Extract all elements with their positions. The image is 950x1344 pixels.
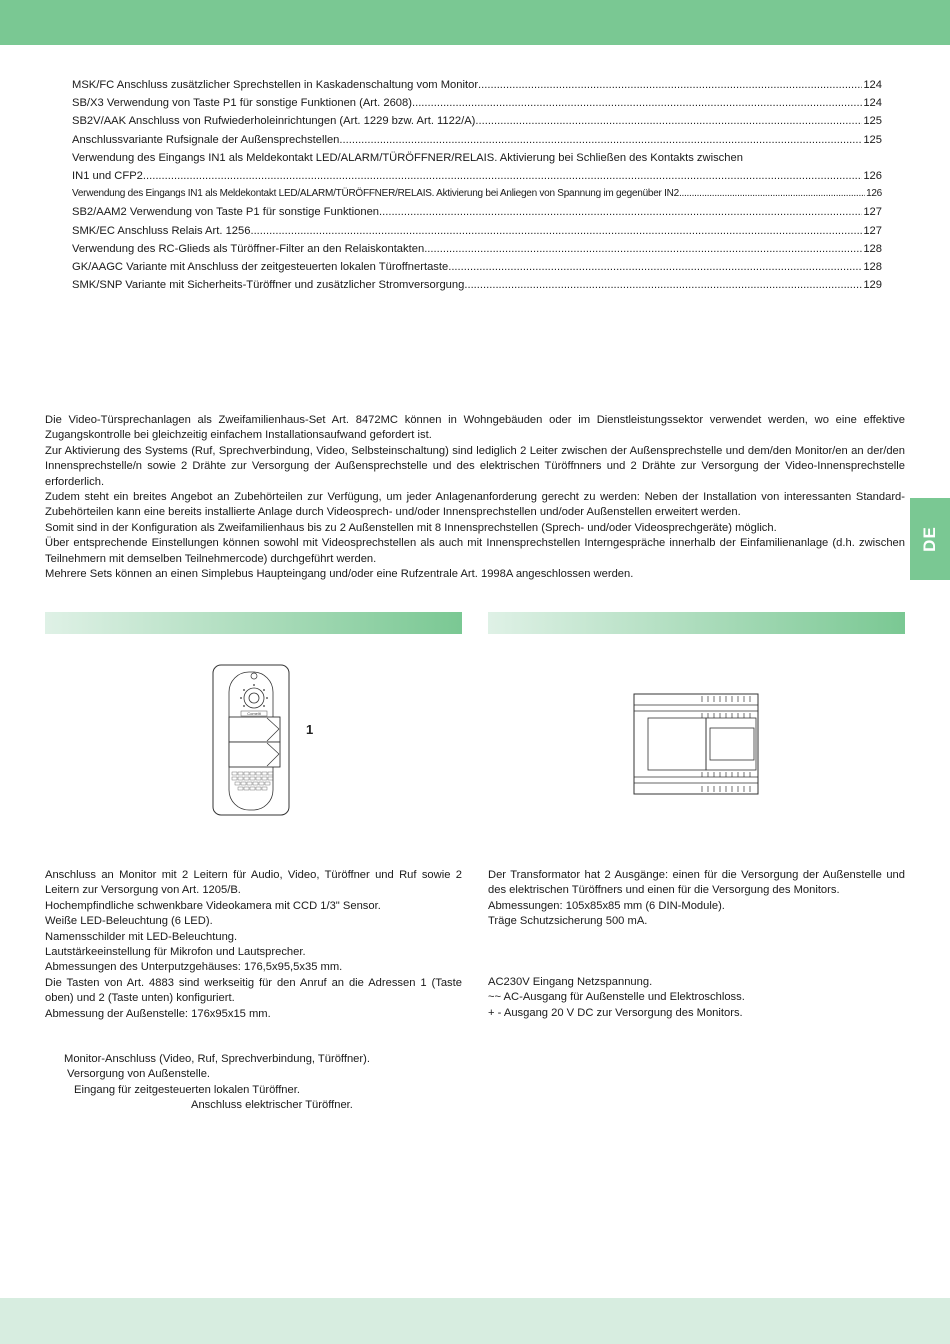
terminal-line: + - Ausgang 20 V DC zur Versorgung des Monitors. (488, 1006, 743, 1019)
panel-brand-label: Comelit (247, 711, 261, 716)
footer-band (0, 1298, 950, 1344)
right-section-header-bar (488, 612, 905, 634)
transformer-description (488, 868, 905, 930)
terminal-line: Monitor-Anschluss (Video, Ruf, Sprechverbindung, Türöffner). (64, 1053, 370, 1065)
toc-entry[interactable]: GK/AAGC Variante mit Anschluss der zeitgesteuerten lokalen Türoffnertaste ..... 128 (72, 261, 882, 279)
description-line: Abmessungen des Unterputzgehäuses: 176,5x95,5x35 mm. (45, 961, 343, 974)
transformer-illustration (632, 692, 760, 796)
toc-entry[interactable]: IN1 und CFP2 ..... 126 (72, 170, 882, 188)
toc-entry[interactable]: SB/X3 Verwendung von Taste P1 für sonstige Funktionen (Art. 2608) ..... 124 (72, 97, 882, 115)
header-band (0, 0, 950, 45)
language-tab[interactable]: DE (910, 498, 950, 580)
terminal-line: Eingang für zeitgesteuerten lokalen Türöffner. (74, 1083, 300, 1096)
outdoor-panel-illustration (205, 662, 325, 820)
intro-paragraph: Zur Aktivierung des Systems (Ruf, Sprechverbindung, Video, Selbsteinschaltung) sind lediglich 2 Leiter zwischen der Außensprechstelle und dem/den Monitor/en an der/den Innensprechstelle/n sowie 2 Drähte zur Versorgung der Außensprechstelle und des elektrischen Türöffnners und 2 Drähte zur Versorgung der Video-Innensprechstelle erforderlich. (45, 444, 905, 488)
description-line: Hochempfindliche schwenkbare Videokamera mit CCD 1/3" Sensor. (45, 899, 381, 912)
description-line: Der Transformator hat 2 Ausgänge: einen für die Versorgung der Außenstelle und des elektrischen Türöffners und einen für die Versorgung des Monitors. (488, 869, 905, 897)
intro-paragraph: Mehrere Sets können an einen Simplebus Haupteingang und/oder eine Rufzentrale Art. 1998A angeschlossen werden. (45, 568, 634, 581)
toc-entry[interactable]: SMK/EC Anschluss Relais Art. 1256 ..... 127 (72, 225, 882, 243)
outdoor-panel-description (45, 868, 462, 1022)
toc-entry[interactable]: Verwendung des RC-Glieds als Türöffner-Filter an den Relaiskontakten ..... 128 (72, 243, 882, 261)
intro-paragraph: Über entsprechende Einstellungen können sowohl mit Videosprechstellen als auch mit Innensprechstellen Interngespräche innerhalb der Einfamilienanlage (d.h. zwischen Teilnehmern mit demselben Teilnehmercode) durchgeführt werden. (45, 537, 905, 565)
terminal-line: AC230V Eingang Netzspannung. (488, 976, 653, 988)
toc-entry[interactable]: SMK/SNP Variante mit Sicherheits-Türöffner und zusätzlicher Stromversorgung ..... 129 (72, 279, 882, 297)
description-line: Weiße LED-Beleuchtung (6 LED). (45, 915, 213, 928)
left-section-header-bar (45, 612, 462, 634)
description-line: Namensschilder mit LED-Beleuchtung. (45, 930, 238, 943)
transformer-terminals (488, 975, 745, 1021)
toc-entry[interactable]: MSK/FC Anschluss zusätzlicher Sprechstellen in Kaskadenschaltung vom Monitor ..... 124 (72, 79, 882, 97)
toc-entry[interactable]: Anschlussvariante Rufsignale der Außensprechstellen ..... 125 (72, 134, 882, 152)
toc-entry-line1[interactable]: Verwendung des Eingangs IN1 als Meldekontakt LED/ALARM/TÜRÖFFNER/RELAIS. Aktivierung bei Schließen des Kontakts zwischen (72, 151, 743, 164)
description-line: Lautstärkeeinstellung für Mikrofon und Lautsprecher. (45, 946, 306, 959)
intro-paragraph: Somit sind in der Konfiguration als Zweifamilienhaus bis zu 2 Außenstellen mit 8 Innensprechstellen (Sprech- und/oder Videosprechgeräte) möglich. (45, 521, 777, 534)
description-line: Abmessungen: 105x85x85 mm (6 DIN-Module). (488, 899, 725, 912)
description-line: Die Tasten von Art. 4883 sind werkseitig für den Anruf an die Adressen 1 (Taste oben) und 2 (Taste unten) konfiguriert. (45, 976, 462, 1005)
toc-entry[interactable]: Verwendung des Eingangs IN1 als Meldekontakt LED/ALARM/TÜRÖFFNER/RELAIS. Aktivierung bei Anliegen von Spannung im gegenüber IN2 ..... 126 (72, 188, 882, 206)
intro-paragraph: Die Video-Türsprechanlagen als Zweifamilienhaus-Set Art. 8472MC können in Wohngebäuden oder im Dienstleistungssektor verwendet werden, wo eine effektive Zugangskontrolle bei gleichzeitig einfachem Installationsaufwand gefordert ist. (45, 414, 905, 442)
intro-paragraph: Zudem steht ein breites Angebot an Zubehörteilen zur Verfügung, um jeder Anlagenanforderung gerecht zu werden: Neben der Installation von interessanten Standard-Zubehörteilen kann eine bereits installierte Anlage durch Videosprech- und/oder Innensprechstellen und/oder Außenstellen erweitert werden. (45, 491, 905, 519)
toc-entry[interactable]: SB2V/AAK Anschluss von Rufwiederholeinrichtungen (Art. 1229 bzw. Art. 1122/A) ..... 125 (72, 115, 882, 133)
description-line: Träge Schutzsicherung 500 mA. (488, 915, 648, 928)
table-of-contents (72, 79, 882, 297)
figure-label: 1 (306, 722, 314, 737)
outdoor-panel-terminals (45, 1052, 370, 1114)
description-line: Abmessung der Außenstelle: 176x95x15 mm. (45, 1007, 271, 1020)
description-line: Anschluss an Monitor mit 2 Leitern für Audio, Video, Türöffner und Ruf sowie 2 Leitern zur Versorgung von Art. 1205/B. (45, 869, 462, 897)
terminal-line: ~~ AC-Ausgang für Außenstelle und Elektroschloss. (488, 991, 745, 1004)
terminal-line: Versorgung von Außenstelle. (67, 1068, 211, 1081)
terminal-line: Anschluss elektrischer Türöffner. (191, 1099, 353, 1112)
toc-entry[interactable]: SB2/AAM2 Verwendung von Taste P1 für sonstige Funktionen ..... 127 (72, 206, 882, 224)
intro-text (45, 413, 905, 582)
